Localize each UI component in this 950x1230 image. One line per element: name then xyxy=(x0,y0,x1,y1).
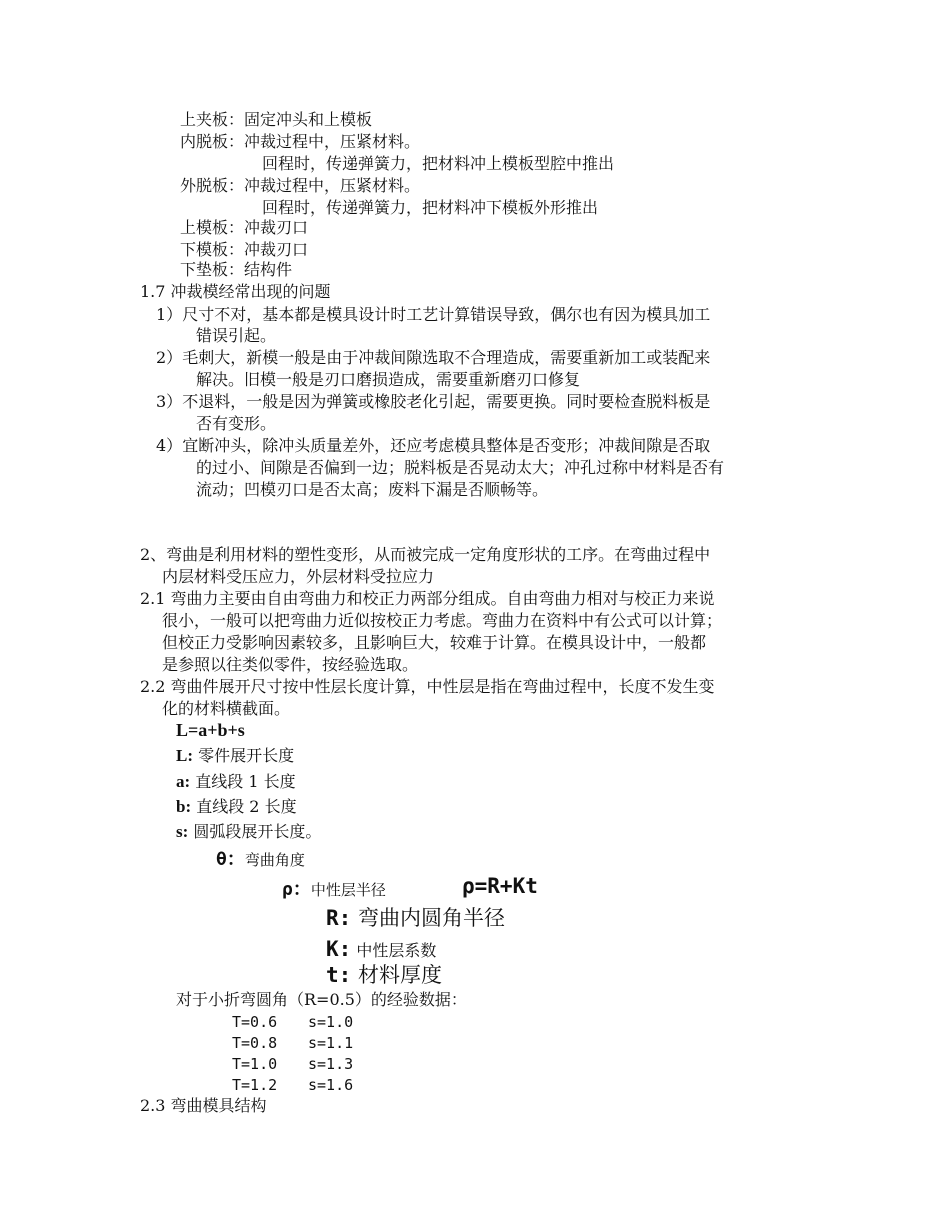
def-desc: 中性层系数 xyxy=(356,941,437,960)
part-label: 外脱板： xyxy=(180,176,245,195)
def-K xyxy=(326,936,436,962)
def-desc: 材料厚度 xyxy=(357,963,442,987)
def-desc: 弯曲内圆角半径 xyxy=(357,906,505,930)
problem-item-3-cont: 否有变形。 xyxy=(196,414,277,433)
part-upper-clamp-plate xyxy=(180,110,372,130)
part-label: 下模板： xyxy=(180,240,245,259)
item-number: 3） xyxy=(156,392,183,411)
part-desc: 固定冲头和上模板 xyxy=(244,110,373,129)
problem-item-4 xyxy=(156,436,710,456)
def-symbol: L: xyxy=(176,746,193,765)
section-2-1-line-2: 很小，一般可以把弯曲力近似按校正力考虑。弯曲力在资料中有公式可以计算； xyxy=(162,611,723,630)
section-2-line-1: 2、弯曲是利用材料的塑性变形，从而被完成一定角度形状的工序。在弯曲过程中 xyxy=(140,545,711,564)
def-s xyxy=(176,822,321,842)
formula-rho: ρ=R+Kt xyxy=(462,874,538,898)
part-label: 上夹板： xyxy=(180,110,245,129)
t-value: T=1.2 xyxy=(232,1076,278,1094)
problem-item-2 xyxy=(156,348,710,368)
part-desc: 冲裁过程中，压紧材料。 xyxy=(244,176,421,195)
def-symbol: R: xyxy=(326,906,352,930)
section-2-line-2: 内层材料受压应力，外层材料受拉应力 xyxy=(162,567,435,586)
problem-item-1 xyxy=(156,305,710,325)
problem-item-1-cont: 错误引起。 xyxy=(196,326,277,345)
t-value: T=0.8 xyxy=(232,1034,278,1052)
part-outer-stripper xyxy=(180,176,420,196)
def-symbol: b: xyxy=(176,797,192,816)
t-value: T=0.6 xyxy=(232,1013,278,1031)
part-desc: 冲裁刃口 xyxy=(244,240,309,259)
section-2-1-line-1: 2.1 弯曲力主要由自由弯曲力和校正力两部分组成。自由弯曲力相对与校正力来说 xyxy=(140,589,715,608)
part-desc: 冲裁过程中，压紧材料。 xyxy=(244,132,421,151)
part-desc: 结构件 xyxy=(244,260,293,279)
def-desc: 中性层半径 xyxy=(310,881,386,899)
section-heading-2-3: 2.3 弯曲模具结构 xyxy=(140,1096,267,1115)
def-desc: 零件展开长度 xyxy=(198,746,295,765)
section-2-2-line-1: 2.2 弯曲件展开尺寸按中性层长度计算，中性层是指在弯曲过程中，长度不发生变 xyxy=(140,677,715,696)
part-desc: 冲裁刃口 xyxy=(244,218,309,237)
section-2-1-line-4: 是参照以往类似零件，按经验选取。 xyxy=(162,655,419,674)
part-outer-stripper-cont: 回程时，传递弹簧力，把材料冲下模板外形推出 xyxy=(262,198,599,217)
item-number: 1） xyxy=(156,305,183,324)
def-R xyxy=(326,905,505,931)
part-label: 内脱板： xyxy=(180,132,245,151)
s-value: s=1.6 xyxy=(308,1076,354,1094)
item-text: 尺寸不对，基本都是模具设计时工艺计算错误导致，偶尔也有因为模具加工 xyxy=(182,305,711,324)
section-heading-1-7: 1.7 冲裁模经常出现的问题 xyxy=(140,282,331,301)
part-label: 上模板： xyxy=(180,218,245,237)
item-text: 不退料，一般是因为弹簧或橡胶老化引起，需要更换。同时要检查脱料板是 xyxy=(182,392,711,411)
def-desc: 直线段 2 长度 xyxy=(196,797,297,816)
def-desc: 直线段 1 长度 xyxy=(195,772,296,791)
def-a xyxy=(176,772,296,792)
def-symbol: s: xyxy=(176,822,189,841)
section-2-2-line-2: 化的材料横截面。 xyxy=(162,699,291,718)
problem-item-2-cont: 解决。旧模一般是刃口磨损造成，需要重新磨刃口修复 xyxy=(196,370,581,389)
item-number: 2） xyxy=(156,348,183,367)
item-text: 宜断冲头，除冲头质量差外，还应考虑模具整体是否变形；冲裁间隙是否取 xyxy=(182,436,711,455)
s-value: s=1.0 xyxy=(308,1013,354,1031)
t-value: T=1.0 xyxy=(232,1055,278,1073)
s-value: s=1.3 xyxy=(308,1055,354,1073)
part-lower-die-plate xyxy=(180,240,308,260)
item-number: 4） xyxy=(156,436,183,455)
s-value: s=1.1 xyxy=(308,1034,354,1052)
item-text: 毛刺大，新模一般是由于冲裁间隙选取不合理造成，需要重新加工或装配来 xyxy=(182,348,711,367)
section-2-1-line-3: 但校正力受影响因素较多，且影响巨大，较难于计算。在模具设计中，一般都 xyxy=(162,633,707,652)
def-L xyxy=(176,746,294,766)
empirical-title: 对于小折弯圆角（R=0.5）的经验数据： xyxy=(176,990,467,1009)
problem-item-4-cont: 的过小、间隙是否偏到一边；脱料板是否晃动太大；冲孔过称中材料是否有 xyxy=(196,458,725,477)
empirical-row xyxy=(232,1033,353,1053)
problem-item-3 xyxy=(156,392,710,412)
def-symbol: t: xyxy=(326,963,352,987)
formula-length: L=a+b+s xyxy=(176,720,245,740)
def-theta xyxy=(216,850,305,870)
part-inner-stripper-cont: 回程时，传递弹簧力，把材料冲上模板型腔中推出 xyxy=(262,154,615,173)
def-t xyxy=(326,962,442,988)
part-inner-stripper xyxy=(180,132,420,152)
part-upper-die-plate xyxy=(180,218,308,238)
problem-item-4-cont2: 流动；凹模刃口是否太高；废料下漏是否顺畅等。 xyxy=(196,480,549,499)
empirical-row xyxy=(232,1012,353,1032)
def-desc: 弯曲角度 xyxy=(244,851,305,869)
empirical-row xyxy=(232,1054,353,1074)
empirical-row xyxy=(232,1075,353,1095)
def-symbol: a: xyxy=(176,772,191,791)
def-symbol: θ： xyxy=(216,849,245,870)
def-symbol: K: xyxy=(326,937,352,961)
def-rho xyxy=(282,880,386,900)
def-symbol: ρ： xyxy=(282,879,311,900)
def-b xyxy=(176,797,297,817)
part-lower-backing-plate xyxy=(180,260,292,280)
def-desc: 圆弧段展开长度。 xyxy=(193,822,322,841)
part-label: 下垫板： xyxy=(180,260,245,279)
